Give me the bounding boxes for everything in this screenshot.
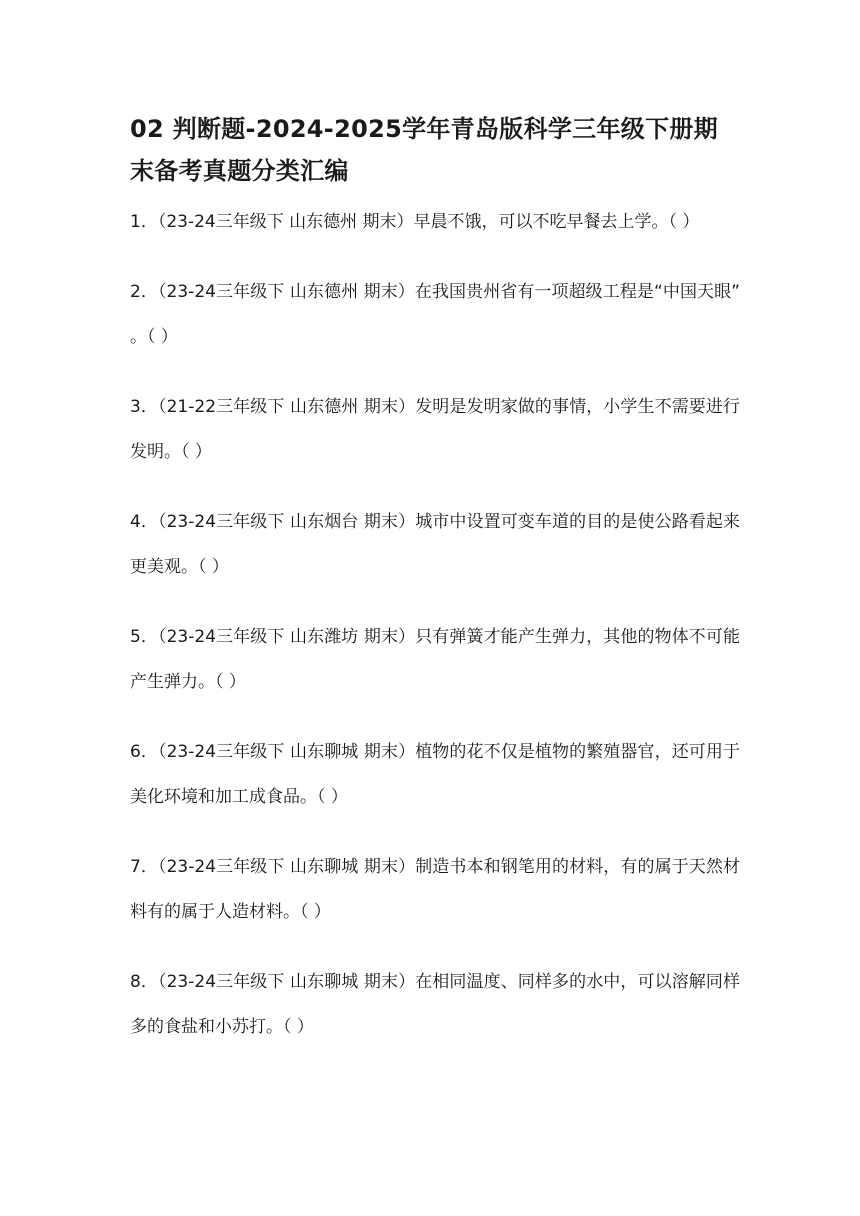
question-item [130,500,740,590]
question-item [130,615,740,705]
question-item [130,385,740,475]
question-item [130,270,740,360]
question-text: 3．（21-22三年级下 山东德州 期末）发明是发明家做的事情，小学生不需要进行发明。（ ） [130,397,740,462]
question-item [130,960,740,1050]
question-text: 2．（23-24三年级下 山东德州 期末）在我国贵州省有一项超级工程是“中国天眼” 。（ ） [130,282,740,347]
question-text: 6．（23-24三年级下 山东聊城 期末）植物的花不仅是植物的繁殖器官，还可用于美化环境和加工成食品。（ ） [130,742,740,807]
question-text: 5．（23-24三年级下 山东潍坊 期末）只有弹簧才能产生弹力，其他的物体不可能产生弹力。（ ） [130,627,740,692]
question-text: 1．（23-24三年级下 山东德州 期末）早晨不饿，可以不吃早餐去上学。（ ） [130,212,700,232]
question-text: 4．（23-24三年级下 山东烟台 期末）城市中设置可变车道的目的是使公路看起来更美观。（ ） [130,512,740,577]
question-item [130,730,740,820]
document-title: 02 判断题-2024-2025学年青岛版科学三年级下册期末备考真题分类汇编 [130,115,718,185]
document-page [130,108,740,1075]
question-text: 7．（23-24三年级下 山东聊城 期末）制造书本和钢笔用的材料，有的属于天然材料有的属于人造材料。（ ） [130,857,740,922]
question-text: 8．（23-24三年级下 山东聊城 期末）在相同温度、同样多的水中，可以溶解同样多的食盐和小苏打。（ ） [130,972,740,1037]
question-item [130,845,740,935]
question-item [130,200,740,245]
